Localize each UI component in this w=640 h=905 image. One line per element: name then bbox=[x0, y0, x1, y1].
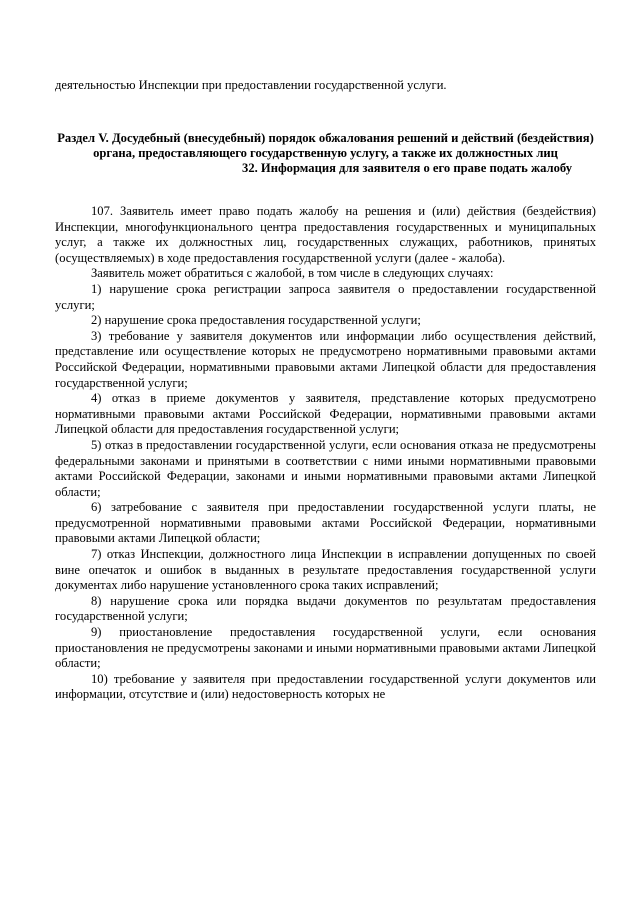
list-item: 5) отказ в предоставлении государственной услуги, если основания отказа не предусмотрены федеральными законами и принятыми в соответствии с ними иными нормативными правовыми актами Российской Федерации, законами и иными нормативными правовыми актами Липецкой области; bbox=[55, 437, 596, 499]
paragraph-cases-intro: Заявитель может обратиться с жалобой, в том числе в следующих случаях: bbox=[91, 266, 494, 281]
paragraph-107: 107. Заявитель имеет право подать жалобу на решения и (или) действия (бездействия) Инспекции, многофункционального центра предоставления государственных и муниципальных услуг, а также их должностных лиц, государственных служащих, работников, принятых (осуществляемых) в ходе предоставления государственной услуги (далее - жалоба). bbox=[55, 204, 596, 265]
document-page bbox=[55, 78, 596, 703]
list-item: 9) приостановление предоставления государственной услуги, если основания приостановления не предусмотрены законами и иными нормативными правовыми актами Липецкой области; bbox=[55, 625, 596, 671]
lead-text: деятельностью Инспекции при предоставлении государственной услуги. bbox=[55, 78, 447, 92]
list-item: 2) нарушение срока предоставления государственной услуги; bbox=[91, 313, 421, 328]
subsection-title: 32. Информация для заявителя о его праве подать жалобу bbox=[242, 161, 572, 176]
section-title: Раздел V. Досудебный (внесудебный) порядок обжалования решений и действий (бездействия) органа, предоставляющего государственную услугу, а также их должностных лиц bbox=[57, 130, 594, 160]
list-item: 7) отказ Инспекции, должностного лица Инспекции в исправлении допущенных по своей вине опечаток и ошибок в выданных в результате предоставления государственной услуги документах либо нарушение установленного срока таких исправлений; bbox=[55, 547, 596, 593]
list-item: 10) требование у заявителя при предоставлении государственной услуги документов или информации, отсутствие и (или) недостоверность которых не bbox=[55, 671, 596, 702]
list-item: 4) отказ в приеме документов у заявителя, представление которых предусмотрено нормативными правовыми актами Российской Федерации, нормативными правовыми актами Липецкой области для предоставления государственной услуги; bbox=[55, 391, 596, 437]
list-item: 6) затребование с заявителя при предоставлении государственной услуги платы, не предусмотренной нормативными правовыми актами Российской Федерации, нормативными правовыми актами Липецкой области; bbox=[55, 500, 596, 546]
list-item: 8) нарушение срока или порядка выдачи документов по результатам предоставления государственной услуги; bbox=[55, 593, 596, 624]
document-body bbox=[55, 204, 596, 703]
list-item: 3) требование у заявителя документов или информации либо осуществления действий, представление или осуществление которых не предусмотрено нормативными правовыми актами Российской Федерации, нормативными правовыми актами Липецкой области для предоставления государственной услуги; bbox=[55, 328, 596, 390]
list-item: 1) нарушение срока регистрации запроса заявителя о предоставлении государственной услуги; bbox=[55, 281, 596, 312]
